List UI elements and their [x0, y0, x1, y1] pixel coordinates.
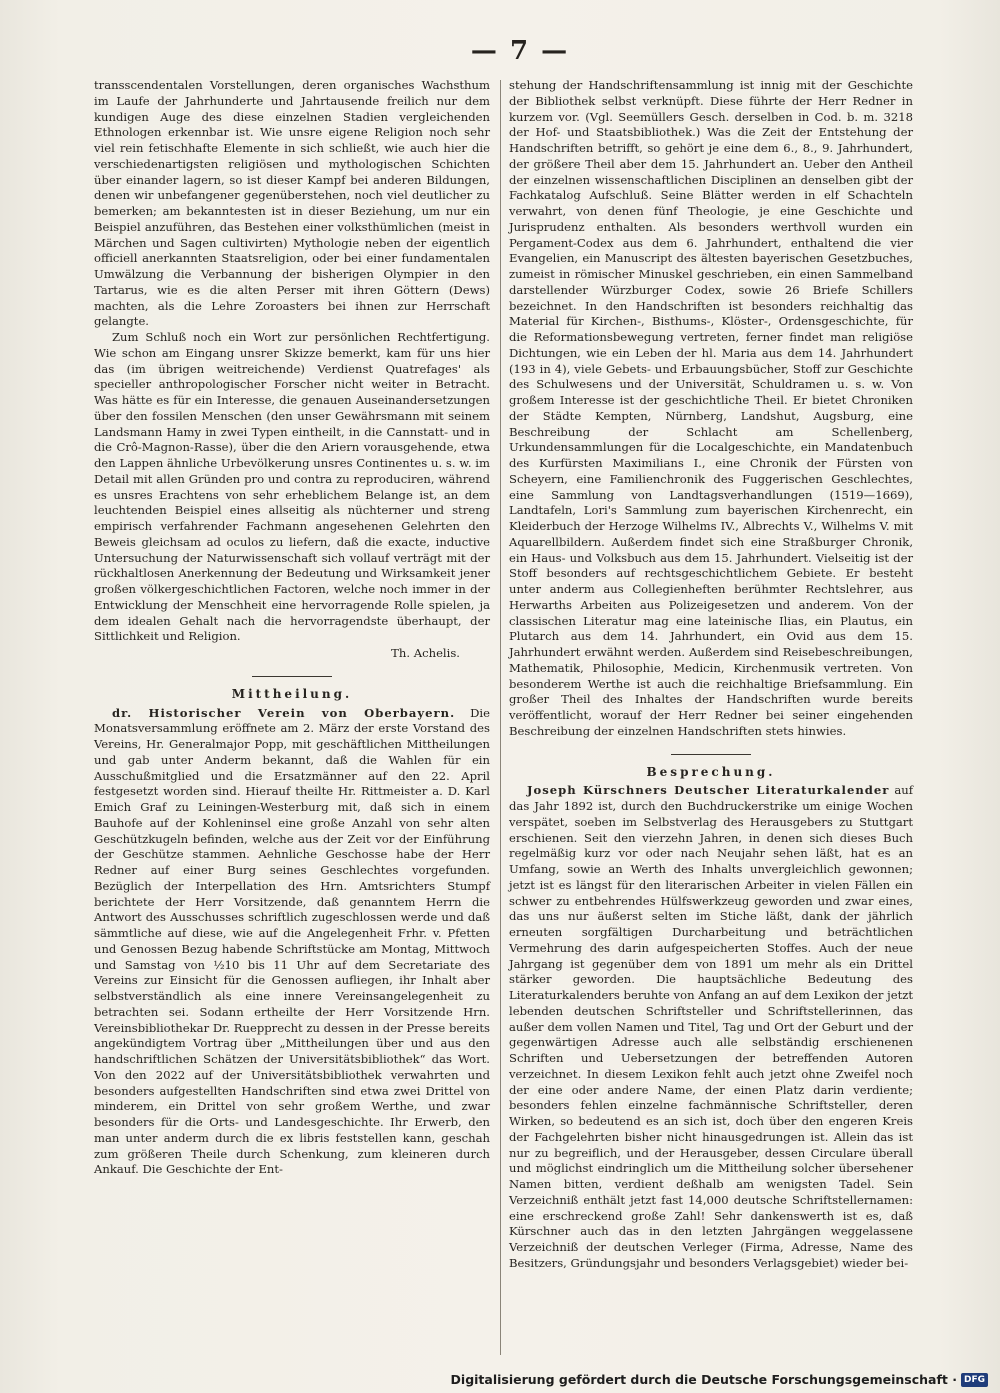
mittheilung-title: Mittheilung. — [231, 686, 353, 701]
footer-text: Digitalisierung gefördert durch die Deutsche Forschungsgemeinschaft · — [450, 1372, 957, 1387]
mittheilung-lead: dr. Historischer Verein von Oberbayern. — [112, 705, 456, 720]
section-divider-right — [671, 754, 751, 755]
digitization-footer — [451, 1372, 988, 1387]
author-signature: Th. Achelis. — [391, 646, 460, 660]
left-column — [94, 78, 490, 1178]
besprechung-text: auf das Jahr 1892 ist, durch den Buchdruckerstrike um einige Wochen verspätet, soeben im Selbstverlag des Herausgebers zu Stuttgart erschienen. Seit den vierzehn Jahren, in denen sich dieses Buch regelmäßig kurz vor oder nach Neujahr sehen läßt, hat es an Umfang, sowie an Werth des Inhalts unvergleichlich gewonnen; jetzt ist es längst für den literarischen Arbeiter in vielen Fällen ein schwer zu entbehrendes Hülfswerkzeug geworden und zwar eines, das uns nur äußerst selten im Stiche läßt, dank der jährlich erneuten sorgfältigen Durcharbeitung und beträchtlichen Vermehrung des darin aufgespeicherten Stoffes. Auch der neue Jahrgang ist gegenüber dem von 1891 um mehr als ein Drittel stärker geworden. Die hauptsächliche Bedeutung des Literaturkalenders beruhte von Anfang an auf dem Lexikon der jetzt lebenden deutschen Schriftsteller und Schriftstellerinnen, das außer dem vollen Namen und Titel, Tag und Ort der Geburt und der gegenwärtigen Adresse auch alle selbständig erschienenen Schriften und Uebersetzungen der betreffenden Autoren verzeichnet. In diesem Lexikon fehlt auch jetzt ohne Zweifel noch der eine oder andere Name, der einen Platz darin verdiente; besonders fehlen einzelne fachmännische Schriftsteller, deren Wirken, so bedeutend es an sich ist, doch über den engeren Kreis der Fachgelehrten bisher nicht hinausgedrungen ist. Allein das ist nur zu begreiflich, und der Herausgeber, dessen Circulare überall und möglichst eindringlich um die Mittheilung solcher übersehener Namen bitten, verdient deßhalb am wenigsten Tadel. Sein Verzeichniß enthält jetzt fast 14,000 deutsche Schriftstellernamen: eine erschreckend große Zahl! Sehr dankenswerth ist es, daß Kürschner auch das in den letzten Jahrgängen weggelassene Verzeichniß der deutschen Verleger (Firma, Adresse, Name des Besitzers, Gründungsjahr und besonders Verlagsgebiet) wieder bei- — [509, 783, 913, 1270]
article-paragraph-2: Zum Schluß noch ein Wort zur persönlichen Rechtfertigung. Wie schon am Eingang unsrer Skizze bemerkt, kam für uns hier das (im übrigen weitreichende) Verdienst Quatrefages' als specieller anthropologischer Forscher nicht weiter in Betracht. Was hätte es für ein Interesse, die genauen Auseinandersetzungen über den fossilen Menschen (den unser Gewährsmann mit seinem Landsmann Hamy in zwei Typen eintheilt, in die Cannstatt- und in die Crô-Magnon-Rasse), über die den Ariern vorausgehende, etwa den Lappen ähnliche Urbevölkerung unsres Continentes u. s. w. im Detail mit allen Gründen pro und contra zu reproduciren, während es unsres Erachtens von sehr erheblichem Belange ist, an dem leuchtenden Beispiel eines allseitig als nüchterner und streng empirisch verfahrender Fachmann angesehenen Gelehrten den Beweis gleichsam ad oculos zu liefern, daß die exacte, inductive Untersuchung der Naturwissenschaft sich vollauf verträgt mit der rückhaltlosen Anerkennung der Bedeutung und Wirksamkeit jener großen völkergeschichtlichen Factoren, welche noch immer in der Entwicklung der Menschheit eine hervorragende Rolle spielen, ja dem idealen Gehalt nach die hervorragendste überhaupt, der Sittlichkeit und Religion. — [94, 330, 490, 644]
column-divider — [500, 80, 501, 1355]
page-number: — 7 — — [470, 36, 570, 66]
section-divider — [252, 676, 332, 677]
besprechung-title: Besprechung. — [646, 764, 776, 779]
article-paragraph-1: transscendentalen Vorstellungen, deren organisches Wachsthum im Laufe der Jahrhunderte und Jahrtausende freilich nur dem kundigen Auge des diese einzelnen Stadien vergleichenden Ethnologen erkennbar ist. Wie unsre eigene Religion noch sehr viel rein fetischhafte Elemente in sich schließt, wie auch hier die verschiedenartigsten religiösen und mythologischen Schichten über einander lagern, so ist dieser Kampf bei anderen Bildungen, denen wir unbefangener gegenüberstehen, noch viel deutlicher zu bemerken; am bekanntesten ist in dieser Beziehung, um nur ein Beispiel anzuführen, das Bestehen einer volksthümlichen (meist in Märchen und Sagen cultivirten) Mythologie neben der eigentlich officiell anerkannten Staatsreligion, oder bei einer fundamentalen Umwälzung die Verbannung der bisherigen Olympier in den Tartarus, wie es die alten Perser mit ihren Göttern (Dews) machten, als die Lehre Zoroasters bei ihnen zur Herrschaft gelangte. — [94, 78, 490, 329]
besprechung-body — [509, 783, 913, 1271]
continued-paragraph: stehung der Handschriftensammlung ist innig mit der Geschichte der Bibliothek selbst verknüpft. Diese führte der Herr Redner in kurzem vor. (Vgl. Seemüllers Gesch. derselben in Cod. b. m. 3218 der Hof- und Staatsbibliothek.) Was die Zeit der Entstehung der Handschriften betrifft, so gehört je eine dem 6., 8., 9. Jahrhundert, der größere Theil aber dem 15. Jahrhundert an. Ueber den Antheil der einzelnen wissenschaftlichen Disciplinen an denselben gibt der Fachkatalog Aufschluß. Seine Blätter werden in elf Schachteln verwahrt, von denen fünf Theologie, je eine Geschichte und Jurisprudenz enthalten. Als besonders werthvoll wurden ein Pergament-Codex aus dem 6. Jahrhundert, enthaltend die vier Evangelien, ein Manuscript des ältesten bayerischen Gesetzbuches, zumeist in römischer Minuskel geschrieben, ein einen Sammelband darstellender Würzburger Codex, sowie 26 Briefe Schillers bezeichnet. In den Handschriften ist besonders reichhaltig das Material für Kirchen-, Bisthums-, Klöster-, Ordensgeschichte, für die Reformationsbewegung vertreten, ferner findet man religiöse Dichtungen, wie ein Leben der hl. Maria aus dem 14. Jahrhundert (193 in 4), viele Gebets- und Erbauungsbücher, Stoff zur Geschichte des Schulwesens und der Universität, Schuldramen u. s. w. Von großem Interesse ist der geschichtliche Theil. Er bietet Chroniken der Städte Kempten, Nürnberg, Landshut, Augsburg, eine Beschreibung der Schlacht am Schellenberg, Urkundensammlungen für die Localgeschichte, ein Mandatenbuch des Kurfürsten Maximilians I., eine Chronik der Fürsten von Scheyern, eine Familienchronik des Fuggerischen Geschlechtes, eine Sammlung von Landtagsverhandlungen (1519—1669), Landtafeln, Lori's Sammlung zum bayerischen Kirchenrecht, ein Kleiderbuch der Herzoge Wilhelms IV., Albrechts V., Wilhelms V. mit Aquarellbildern. Außerdem findet sich eine Straßburger Chronik, ein Haus- und Volksbuch aus dem 15. Jahrhundert. Vielseitig ist der Stoff besonders auf rechtsgeschichtlichem Gebiete. Er besteht unter anderm aus Collegienheften berühmter Rechtslehrer, aus Herwarths Arbeiten aus Polizeigesetzen und anderem. Von der classischen Literatur mag eine lateinische Ilias, ein Plautus, ein Plutarch aus dem 14. Jahrhundert, ein Ovid aus dem 15. Jahrhundert erwähnt werden. Außerdem sind Reisebeschreibungen, Mathematik, Philosophie, Medicin, Kirchenmusik vertreten. Von besonderem Werthe ist auch die reichhaltige Briefsammlung. Ein großer Theil des Inhaltes der Handschriften wurde bereits veröffentlicht, worauf der Herr Redner bei seiner eingehenden Beschreibung der einzelnen Handschriften stets hinwies. — [509, 78, 913, 738]
mittheilung-body — [94, 706, 490, 1179]
mittheilung-text: Die Monatsversammlung eröffnete am 2. März der erste Vorstand des Vereins, Hr. Generalmajor Popp, mit geschäftlichen Mittheilungen und gab unter Anderm bekannt, daß die Wahlen für ein Ausschußmitglied und die Ersatzmänner auf den 22. April festgesetzt worden sind. Hierauf theilte Hr. Rittmeister a. D. Karl Emich Graf zu Leiningen-Westerburg mit, daß sich in einem Bauhofe auf der Kohleninsel eine große Anzahl von sehr alten Geschützkugeln befinden, welche aus der Zeit vor der Einführung der Geschütze stammen. Aehnliche Geschosse habe der Herr Redner auf einer Burg seines Geschlechtes vorgefunden. Bezüglich der Interpellation des Hrn. Amtsrichters Stumpf berichtete der Herr Vorsitzende, daß genanntem Herrn die Antwort des Ausschusses schriftlich zugeschlossen werde und daß sämmtliche auf diese, wie auf die Angelegenheit Frhr. v. Pfetten und Genossen Bezug habende Schriftstücke am Montag, Mittwoch und Samstag von ½10 bis 11 Uhr auf dem Secretariate des Vereins zur Einsicht für die Genossen aufliegen, ihr Inhalt aber selbstverständlich als eine innere Vereinsangelegenheit zu betrachten sei. Sodann ertheilte der Herr Vorsitzende Hrn. Vereinsbibliothekar Dr. Ruepprecht zu dessen in der Presse bereits angekündigtem Vortrag über „Mittheilungen über und aus den handschriftlichen Schätzen der Universitätsbibliothek“ das Wort. Von den 2022 auf der Universitätsbibliothek verwahrten und besonders aufgestellten Handschriften sind etwa zwei Drittel von minderem, ein Drittel von sehr großem Werthe, und zwar besonders für die Orts- und Landesgeschichte. Ihr Erwerb, den man unter anderm durch die ex libris feststellen kann, geschah zum größeren Theile durch Schenkung, zum kleineren durch Ankauf. Die Geschichte der Ent- — [94, 705, 491, 1177]
dfg-logo-icon: DFG — [961, 1373, 988, 1387]
besprechung-lead: Joseph Kürschners Deutscher Literaturkalender — [527, 783, 890, 798]
right-column — [509, 78, 913, 1272]
